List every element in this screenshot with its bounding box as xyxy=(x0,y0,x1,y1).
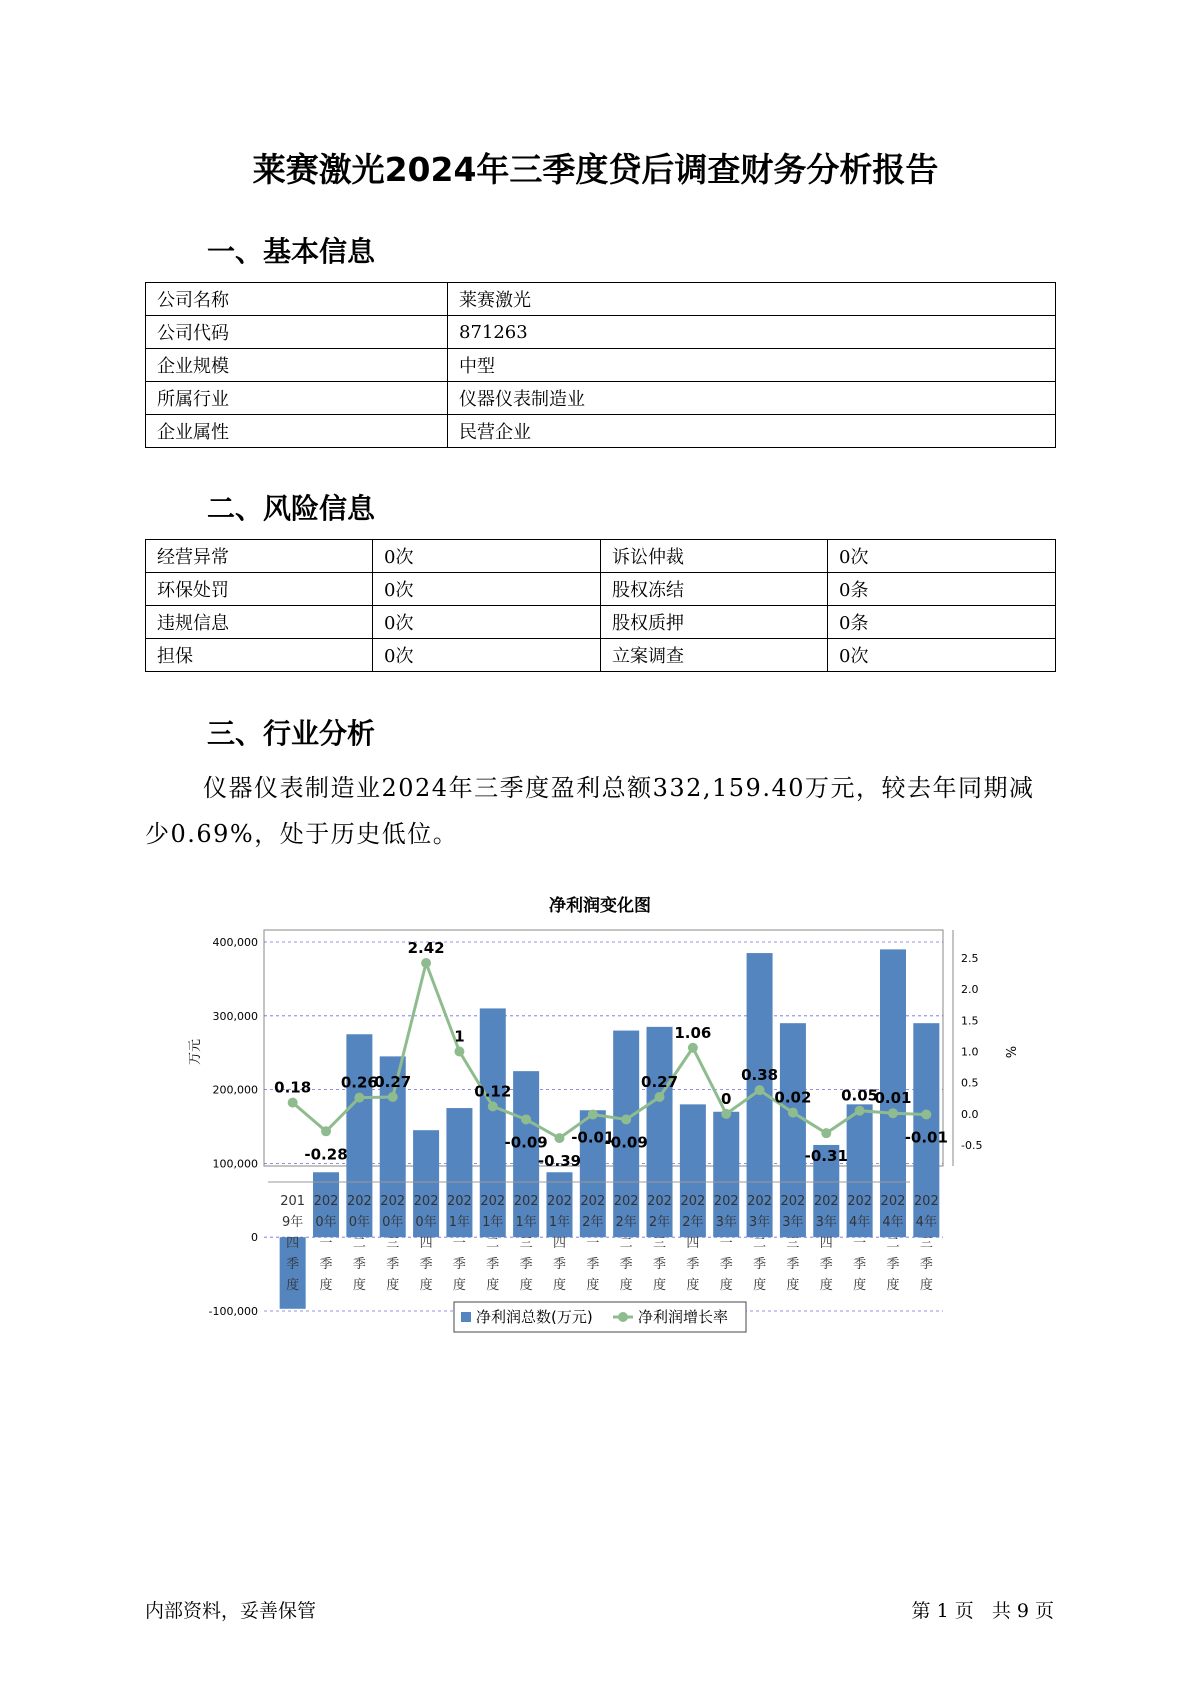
data-label: 2.42 xyxy=(407,938,445,957)
x-tick-label: 四 xyxy=(819,1236,833,1251)
x-tick-label: 度 xyxy=(653,1278,667,1293)
data-label: 0.18 xyxy=(274,1078,312,1097)
x-tick-label: 度 xyxy=(352,1278,366,1293)
x-tick-label: 202 xyxy=(313,1194,339,1209)
x-tick-label: 度 xyxy=(886,1278,900,1293)
data-label: -0.28 xyxy=(304,1145,348,1164)
x-tick-label: 二 xyxy=(753,1236,767,1251)
x-tick-label: 三 xyxy=(653,1236,667,1251)
x-tick-label: 度 xyxy=(386,1278,400,1293)
data-label: -0.09 xyxy=(604,1133,648,1152)
y2-axis-label: % xyxy=(1002,1045,1017,1059)
growth-rate-point xyxy=(788,1108,798,1118)
data-label: 0.26 xyxy=(340,1073,378,1092)
x-tick-label: 度 xyxy=(419,1278,433,1293)
risk-info-value: 0次 xyxy=(373,573,601,606)
x-tick-label: 度 xyxy=(686,1278,700,1293)
x-tick-label: 一 xyxy=(452,1236,466,1251)
data-label: 0.02 xyxy=(774,1088,812,1107)
x-tick-label: 度 xyxy=(319,1278,333,1293)
x-tick-label: 度 xyxy=(786,1278,800,1293)
legend-label: 净利润增长率 xyxy=(638,1308,729,1326)
growth-rate-point xyxy=(421,958,431,968)
y2-tick-label: 0.0 xyxy=(961,1107,979,1121)
x-tick-label: 1年 xyxy=(515,1215,537,1230)
x-tick-label: 季 xyxy=(386,1257,400,1272)
data-label: 1 xyxy=(454,1027,465,1046)
x-tick-label: 度 xyxy=(819,1278,833,1293)
x-tick-label: 一 xyxy=(586,1236,600,1251)
x-tick-label: 季 xyxy=(886,1257,900,1272)
basic-info-row xyxy=(146,316,1056,349)
x-tick-label: 202 xyxy=(513,1194,539,1209)
x-tick-label: 度 xyxy=(853,1278,867,1293)
data-label: 0 xyxy=(721,1089,732,1108)
x-tick-label: 9年 xyxy=(282,1215,304,1230)
x-tick-label: 0年 xyxy=(315,1215,337,1230)
basic-info-label: 公司名称 xyxy=(146,283,448,316)
risk-info-value: 0次 xyxy=(373,639,601,672)
industry-analysis-text: 仪器仪表制造业2024年三季度盈利总额332,159.40万元，较去年同期减少0.69%，处于历史低位。 xyxy=(145,774,1035,848)
x-tick-label: 四 xyxy=(286,1236,300,1251)
risk-info-value: 0次 xyxy=(828,639,1056,672)
y2-tick-label: 0.5 xyxy=(961,1076,979,1090)
growth-rate-point xyxy=(488,1101,498,1111)
data-label: -0.09 xyxy=(504,1133,548,1152)
x-tick-label: 0年 xyxy=(415,1215,437,1230)
y2-tick-label: -0.5 xyxy=(961,1139,983,1152)
data-label: -0.01 xyxy=(571,1128,615,1147)
x-tick-label: 季 xyxy=(919,1257,933,1272)
x-tick-label: 1年 xyxy=(482,1215,504,1230)
x-tick-label: 季 xyxy=(619,1257,633,1272)
x-tick-label: 4年 xyxy=(848,1215,871,1230)
legend-swatch-bar xyxy=(461,1312,471,1322)
basic-info-row xyxy=(146,382,1056,415)
y-tick-label: 400,000 xyxy=(212,936,258,949)
x-tick-label: 季 xyxy=(786,1257,800,1272)
x-tick-label: 202 xyxy=(413,1194,439,1209)
x-tick-label: 202 xyxy=(713,1194,739,1209)
x-tick-label: 季 xyxy=(586,1257,600,1272)
basic-info-label: 所属行业 xyxy=(146,382,448,415)
growth-rate-point xyxy=(655,1092,665,1102)
x-tick-label: 202 xyxy=(547,1194,572,1209)
x-tick-label: 0年 xyxy=(348,1215,371,1230)
x-tick-label: 季 xyxy=(319,1257,333,1272)
footer-page-number: 第 1 页 共 9 页 xyxy=(911,1600,1054,1622)
basic-info-label: 公司代码 xyxy=(146,316,448,349)
x-tick-label: 1年 xyxy=(448,1215,471,1230)
x-tick-label: 4年 xyxy=(882,1215,904,1230)
footer-confidential: 内部资料，妥善保管 xyxy=(145,1600,317,1622)
x-tick-label: 202 xyxy=(813,1194,839,1209)
x-tick-label: 202 xyxy=(747,1194,772,1209)
y-tick-label: -100,000 xyxy=(208,1305,258,1318)
x-tick-label: 四 xyxy=(686,1236,700,1251)
x-tick-label: 2年 xyxy=(682,1215,704,1230)
legend-swatch-point xyxy=(618,1312,628,1322)
x-tick-label: 202 xyxy=(913,1194,939,1209)
x-tick-label: 四 xyxy=(419,1236,433,1251)
y2-tick-label: 1.5 xyxy=(961,1014,979,1028)
x-tick-label: 202 xyxy=(480,1194,506,1209)
y-tick-label: 100,000 xyxy=(212,1157,258,1171)
x-tick-label: 季 xyxy=(819,1257,833,1272)
basic-info-row xyxy=(146,349,1056,382)
bar xyxy=(513,1071,539,1237)
risk-info-label: 立案调查 xyxy=(601,639,828,672)
x-tick-label: 202 xyxy=(847,1194,873,1209)
risk-info-value: 0条 xyxy=(828,606,1056,639)
x-tick-label: 度 xyxy=(586,1278,600,1293)
growth-rate-point xyxy=(388,1092,398,1102)
y-tick-label: 300,000 xyxy=(212,1009,258,1023)
growth-rate-point xyxy=(288,1098,298,1108)
x-tick-label: 0年 xyxy=(382,1215,404,1230)
x-tick-label: 3年 xyxy=(748,1215,771,1230)
basic-info-value: 871263 xyxy=(448,316,1056,349)
x-tick-label: 季 xyxy=(519,1257,533,1272)
x-tick-label: 一 xyxy=(853,1236,867,1251)
x-tick-label: 季 xyxy=(653,1257,667,1272)
x-tick-label: 二 xyxy=(486,1236,500,1251)
x-tick-label: 202 xyxy=(680,1194,706,1209)
risk-info-label: 诉讼仲裁 xyxy=(601,540,828,573)
x-tick-label: 度 xyxy=(919,1278,933,1293)
risk-info-table xyxy=(145,539,1056,672)
x-tick-label: 3年 xyxy=(782,1215,804,1230)
x-tick-label: 度 xyxy=(286,1278,300,1293)
x-tick-label: 度 xyxy=(619,1278,633,1293)
risk-info-label: 股权冻结 xyxy=(601,573,828,606)
data-label: 0.05 xyxy=(841,1086,879,1105)
growth-rate-point xyxy=(621,1114,631,1124)
y2-tick-label: 2.0 xyxy=(961,983,979,997)
risk-info-value: 0次 xyxy=(373,540,601,573)
net-profit-chart xyxy=(0,880,1191,1350)
section-heading-risk: 二、风险信息 xyxy=(207,492,376,525)
x-tick-label: 度 xyxy=(753,1278,767,1293)
x-tick-label: 季 xyxy=(352,1257,366,1272)
x-tick-label: 季 xyxy=(486,1257,500,1272)
x-tick-label: 季 xyxy=(753,1257,767,1272)
y-tick-label: 0 xyxy=(251,1231,258,1245)
basic-info-label: 企业规模 xyxy=(146,349,448,382)
x-tick-label: 3年 xyxy=(815,1215,837,1230)
x-tick-label: 三 xyxy=(919,1236,933,1251)
x-tick-label: 季 xyxy=(686,1257,700,1272)
basic-info-label: 企业属性 xyxy=(146,415,448,448)
x-tick-label: 度 xyxy=(552,1278,566,1293)
data-label: 1.06 xyxy=(674,1023,712,1042)
x-tick-label: 1年 xyxy=(548,1215,571,1230)
x-tick-label: 季 xyxy=(419,1257,433,1272)
growth-rate-point xyxy=(755,1085,765,1095)
x-tick-label: 三 xyxy=(386,1236,400,1251)
x-tick-label: 202 xyxy=(346,1194,372,1209)
x-tick-label: 3年 xyxy=(715,1215,737,1230)
risk-info-value: 0条 xyxy=(828,573,1056,606)
x-tick-label: 202 xyxy=(647,1194,672,1209)
basic-info-value: 仪器仪表制造业 xyxy=(448,382,1056,415)
x-tick-label: 201 xyxy=(280,1194,306,1209)
basic-info-value: 莱赛激光 xyxy=(448,283,1056,316)
section-heading-industry: 三、行业分析 xyxy=(207,717,376,750)
x-tick-label: 二 xyxy=(619,1236,633,1251)
x-tick-label: 202 xyxy=(447,1194,472,1209)
x-tick-label: 202 xyxy=(880,1194,906,1209)
y2-tick-label: 1.0 xyxy=(961,1045,979,1059)
data-label: -0.31 xyxy=(804,1147,848,1166)
risk-info-row xyxy=(146,573,1056,606)
x-tick-label: 202 xyxy=(580,1194,606,1209)
growth-rate-point xyxy=(921,1109,931,1119)
x-tick-label: 四 xyxy=(552,1236,566,1251)
y-tick-label: 200,000 xyxy=(212,1083,258,1097)
section-heading-basic: 一、基本信息 xyxy=(207,235,376,268)
x-tick-label: 季 xyxy=(452,1257,466,1272)
x-tick-label: 202 xyxy=(380,1194,406,1209)
x-tick-label: 季 xyxy=(552,1257,566,1272)
risk-info-label: 经营异常 xyxy=(146,540,373,573)
x-tick-label: 一 xyxy=(319,1236,333,1251)
x-tick-label: 季 xyxy=(719,1257,733,1272)
growth-rate-point xyxy=(321,1126,331,1136)
x-tick-label: 季 xyxy=(853,1257,867,1272)
x-tick-label: 季 xyxy=(286,1257,300,1272)
x-tick-label: 二 xyxy=(352,1236,366,1251)
growth-rate-point xyxy=(821,1128,831,1138)
x-tick-label: 4年 xyxy=(915,1215,937,1230)
risk-info-label: 股权质押 xyxy=(601,606,828,639)
basic-info-row xyxy=(146,283,1056,316)
x-tick-label: 三 xyxy=(519,1236,533,1251)
data-label: 0.27 xyxy=(641,1073,679,1092)
data-label: 0.27 xyxy=(374,1073,412,1092)
growth-rate-point xyxy=(888,1108,898,1118)
x-tick-label: 202 xyxy=(780,1194,806,1209)
data-label: 0.01 xyxy=(874,1089,912,1108)
y2-tick-label: 2.5 xyxy=(961,952,979,965)
risk-info-label: 担保 xyxy=(146,639,373,672)
growth-rate-point xyxy=(688,1043,698,1053)
data-label: 0.38 xyxy=(741,1066,779,1085)
risk-info-value: 0次 xyxy=(828,540,1056,573)
basic-info-row xyxy=(146,415,1056,448)
risk-info-row xyxy=(146,639,1056,672)
x-tick-label: 2年 xyxy=(615,1215,637,1230)
growth-rate-point xyxy=(588,1109,598,1119)
basic-info-value: 民营企业 xyxy=(448,415,1056,448)
x-tick-label: 二 xyxy=(886,1236,900,1251)
x-tick-label: 2年 xyxy=(648,1215,671,1230)
risk-info-value: 0次 xyxy=(373,606,601,639)
basic-info-value: 中型 xyxy=(448,349,1056,382)
data-label: -0.39 xyxy=(537,1152,582,1171)
x-tick-label: 度 xyxy=(719,1278,733,1293)
x-tick-label: 度 xyxy=(452,1278,466,1293)
x-tick-label: 2年 xyxy=(582,1215,604,1230)
chart-title: 净利润变化图 xyxy=(549,896,651,916)
growth-rate-point xyxy=(721,1109,731,1119)
x-tick-label: 三 xyxy=(786,1236,800,1251)
y-axis-label: 万元 xyxy=(188,1038,203,1066)
basic-info-table xyxy=(145,282,1056,448)
risk-info-label: 环保处罚 xyxy=(146,573,373,606)
risk-info-row xyxy=(146,606,1056,639)
growth-rate-point xyxy=(354,1093,364,1103)
growth-rate-point xyxy=(554,1133,564,1143)
growth-rate-point xyxy=(454,1047,464,1057)
x-tick-label: 一 xyxy=(719,1236,733,1251)
risk-info-label: 违规信息 xyxy=(146,606,373,639)
x-tick-label: 度 xyxy=(519,1278,533,1293)
growth-rate-point xyxy=(521,1114,531,1124)
data-label: 0.12 xyxy=(474,1082,512,1101)
x-tick-label: 度 xyxy=(486,1278,500,1293)
report-title: 莱赛激光2024年三季度贷后调查财务分析报告 xyxy=(252,150,939,189)
growth-rate-point xyxy=(855,1106,865,1116)
data-label: -0.01 xyxy=(904,1128,948,1147)
risk-info-row xyxy=(146,540,1056,573)
x-tick-label: 202 xyxy=(613,1194,639,1209)
legend-label: 净利润总数(万元) xyxy=(476,1308,593,1326)
